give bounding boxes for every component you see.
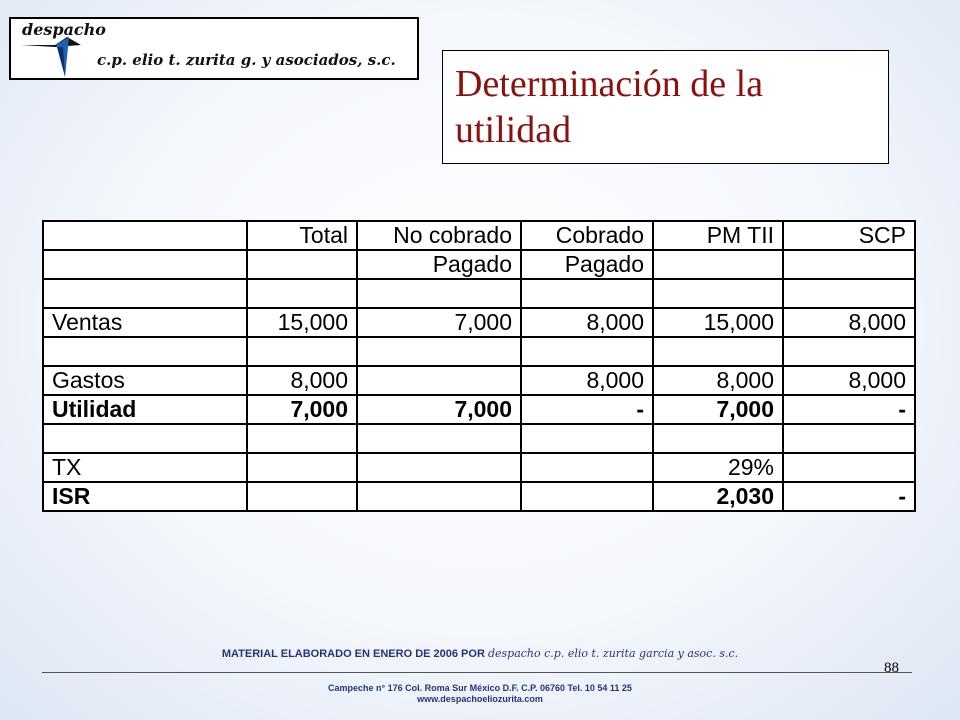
company-logo bbox=[9, 17, 419, 80]
column-header-no-cobrado: No cobrado bbox=[357, 221, 521, 250]
table-cell bbox=[357, 366, 521, 395]
footer-contact bbox=[0, 683, 960, 705]
table-row-isr bbox=[43, 482, 915, 511]
page-number: 88 bbox=[884, 660, 899, 676]
table-cell bbox=[783, 424, 915, 453]
table-row-empty bbox=[43, 337, 915, 366]
subheader-pagado: Pagado bbox=[521, 250, 653, 279]
table-cell: 7,000 bbox=[357, 395, 521, 424]
table-cell bbox=[653, 337, 783, 366]
table-cell: 8,000 bbox=[653, 366, 783, 395]
subheader-pagado: Pagado bbox=[357, 250, 521, 279]
page-title: Determinación de la utilidad bbox=[455, 63, 764, 151]
table-cell: 15,000 bbox=[653, 308, 783, 337]
table-cell bbox=[43, 221, 247, 250]
logo-company-name: c.p. elio t. zurita g. y asociados, s.c. bbox=[97, 51, 396, 69]
footer-divider bbox=[42, 672, 912, 673]
column-header-scp: SCP bbox=[783, 221, 915, 250]
table-row-utilidad bbox=[43, 395, 915, 424]
table-cell bbox=[521, 337, 653, 366]
table-cell: 8,000 bbox=[521, 308, 653, 337]
table-row-empty bbox=[43, 424, 915, 453]
table-cell bbox=[783, 337, 915, 366]
title-box bbox=[442, 50, 889, 164]
table-cell bbox=[521, 279, 653, 308]
table-row-subheader bbox=[43, 250, 915, 279]
row-label: TX bbox=[43, 453, 247, 482]
table-cell bbox=[247, 424, 357, 453]
table-cell bbox=[357, 482, 521, 511]
table-cell: 8,000 bbox=[783, 308, 915, 337]
table-row-tx bbox=[43, 453, 915, 482]
table-cell bbox=[521, 482, 653, 511]
table-cell bbox=[43, 279, 247, 308]
table-cell bbox=[357, 424, 521, 453]
table-cell: 7,000 bbox=[247, 395, 357, 424]
table-cell: - bbox=[521, 395, 653, 424]
table-cell bbox=[43, 250, 247, 279]
table-cell bbox=[653, 279, 783, 308]
table-cell: 2,030 bbox=[653, 482, 783, 511]
table-cell bbox=[521, 453, 653, 482]
table-cell bbox=[247, 279, 357, 308]
row-label: Gastos bbox=[43, 366, 247, 395]
table-row-header bbox=[43, 221, 915, 250]
table-cell bbox=[653, 424, 783, 453]
footer-firm-name: despacho c.p. elio t. zurita garcia y asoc. s.c. bbox=[487, 647, 739, 660]
table-cell: - bbox=[783, 395, 915, 424]
table-cell bbox=[43, 424, 247, 453]
table-cell: 8,000 bbox=[521, 366, 653, 395]
table-cell: - bbox=[783, 482, 915, 511]
row-label: Ventas bbox=[43, 308, 247, 337]
table-cell: 15,000 bbox=[247, 308, 357, 337]
column-header-cobrado: Cobrado bbox=[521, 221, 653, 250]
table-cell bbox=[247, 337, 357, 366]
table-cell bbox=[653, 250, 783, 279]
profit-table bbox=[42, 220, 916, 512]
table-cell: 7,000 bbox=[357, 308, 521, 337]
column-header-pm-tii: PM TII bbox=[653, 221, 783, 250]
footer-material-text: MATERIAL ELABORADO EN ENERO DE 2006 POR bbox=[221, 648, 485, 660]
table-row-ventas bbox=[43, 308, 915, 337]
row-label: Utilidad bbox=[43, 395, 247, 424]
logo-word: despacho bbox=[22, 20, 106, 39]
table-cell bbox=[357, 453, 521, 482]
table-cell: 7,000 bbox=[653, 395, 783, 424]
table-cell bbox=[783, 279, 915, 308]
table-cell bbox=[247, 250, 357, 279]
table-cell bbox=[521, 424, 653, 453]
table-row-gastos bbox=[43, 366, 915, 395]
table-cell bbox=[357, 279, 521, 308]
table-cell bbox=[357, 337, 521, 366]
table-cell: 29% bbox=[653, 453, 783, 482]
column-header-total: Total bbox=[247, 221, 357, 250]
table-cell: 8,000 bbox=[783, 366, 915, 395]
row-label: ISR bbox=[43, 482, 247, 511]
table-cell bbox=[247, 453, 357, 482]
table-cell: 8,000 bbox=[247, 366, 357, 395]
table-cell bbox=[247, 482, 357, 511]
table-row-empty bbox=[43, 279, 915, 308]
footer-address: Campeche n° 176 Col. Roma Sur México D.F. C.P. 06760 Tel. 10 54 11 25 bbox=[328, 683, 632, 693]
footer-credit bbox=[0, 647, 960, 660]
footer-website: www.despachoeliozurita.com bbox=[417, 694, 543, 704]
table-cell bbox=[783, 453, 915, 482]
table-cell bbox=[783, 250, 915, 279]
table-cell bbox=[43, 337, 247, 366]
